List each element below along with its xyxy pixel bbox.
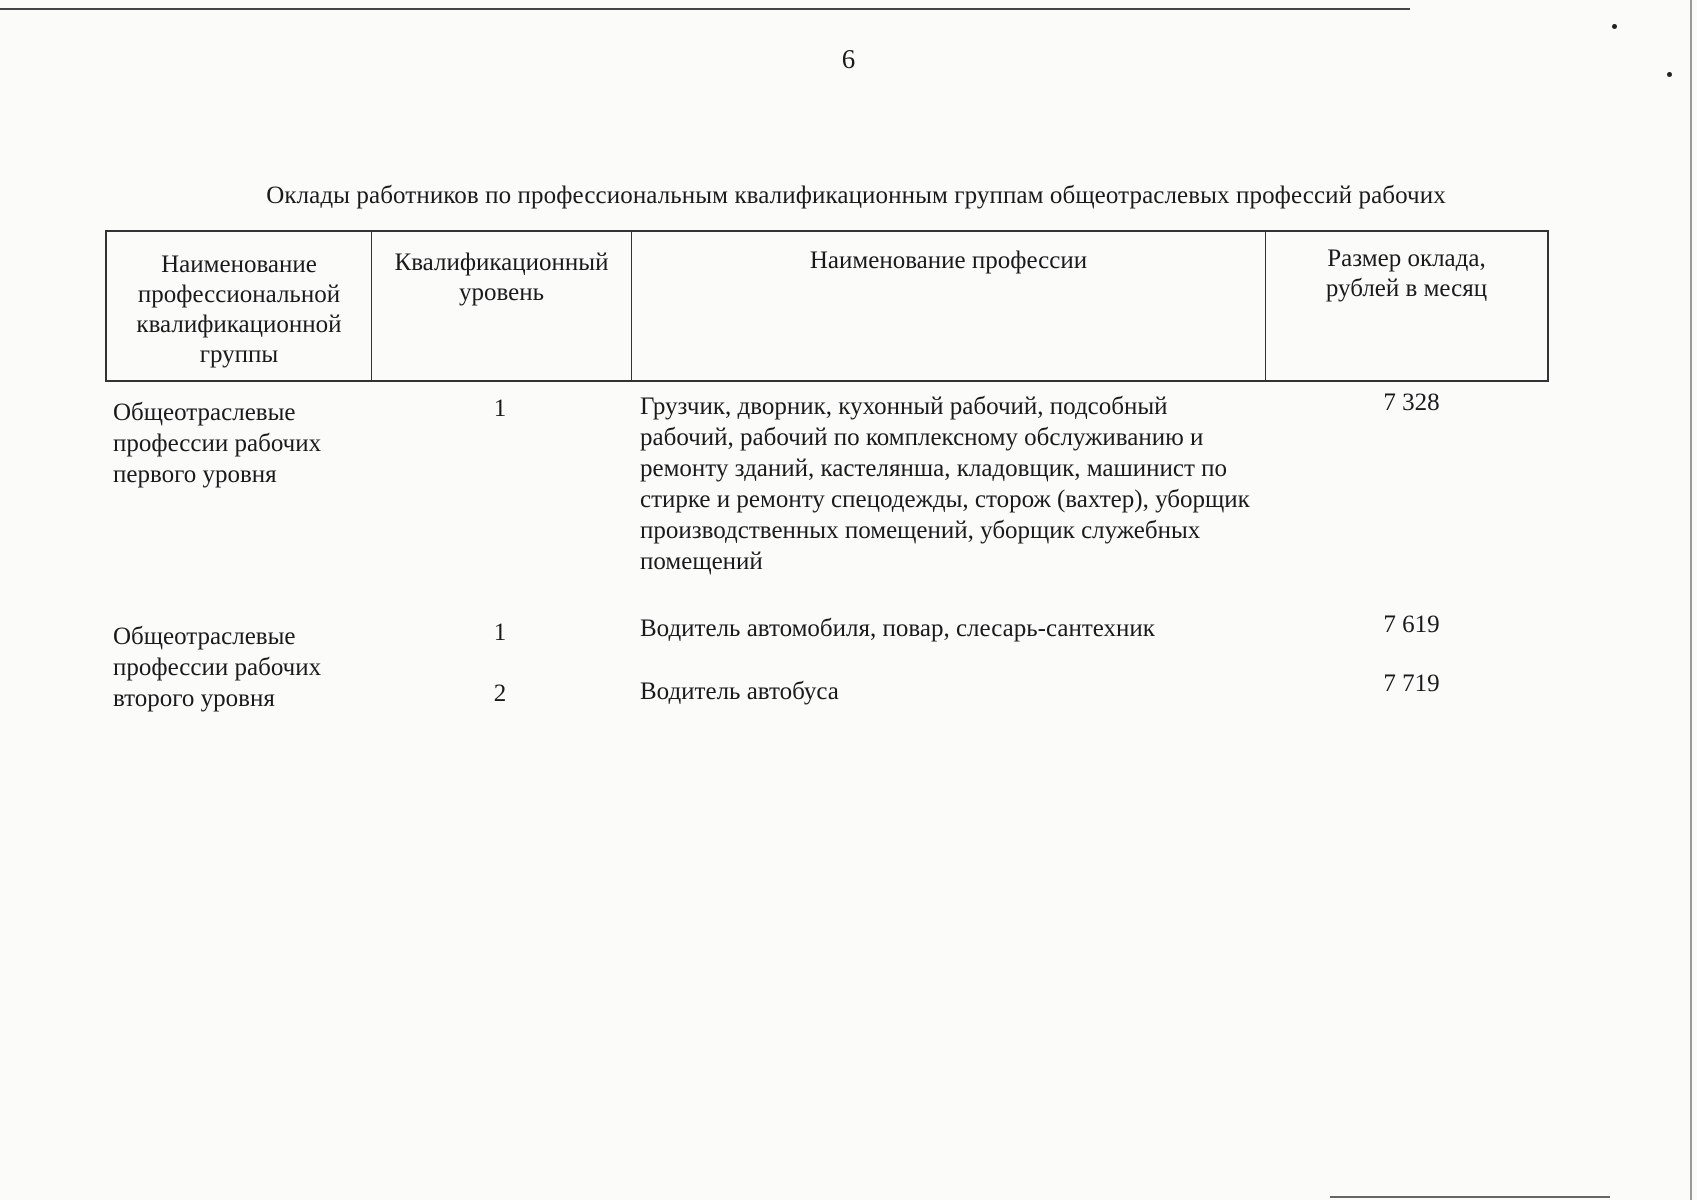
header-salary: Размер оклада, рублей в месяц [1325,245,1488,302]
profession-list: Водитель автобуса [640,678,839,705]
salary-value: 7 328 [1383,389,1440,416]
profession-list: Грузчик, дворник, кухонный рабочий, подсобный рабочий, рабочий по комплексному обслуживанию и ремонту зданий, кастелянша, кладовщик, машинист по стирке и ремонту спецодежды, сторож (вахтер), уборщик производственных помещений, уборщик служебных помещений [640,393,1250,575]
table-header [105,230,1549,382]
group-name: Общеотраслевые профессии рабочих второго уровня [113,623,322,712]
qualification-level: 1 [493,395,507,422]
group-name: Общеотраслевые профессии рабочих первого уровня [113,399,322,488]
salary-value: 7 619 [1383,611,1440,638]
qualification-level: 2 [493,680,507,707]
page-number: 6 [841,44,856,74]
header-profession: Наименование профессии [632,232,1266,380]
document-title: Оклады работников по профессиональным квалификационным группам общеотраслевых профессий рабочих [266,182,1446,209]
group-levels [370,599,1549,714]
table-row [105,385,1549,577]
header-group-name: Наименование профессиональной квалификационной группы [107,232,372,380]
table-body [105,385,1549,714]
table-row [105,599,1549,714]
scan-speck [1612,24,1617,29]
scan-border-bottom [1330,1196,1610,1198]
header-level: Квалификационный уровень [372,232,632,380]
scan-edge-right [1690,0,1692,1200]
qualification-level: 1 [493,619,507,646]
profession-list: Водитель автомобиля, повар, слесарь-сантехник [640,615,1155,642]
scan-border-top [0,8,1410,10]
salary-value: 7 719 [1383,670,1440,697]
